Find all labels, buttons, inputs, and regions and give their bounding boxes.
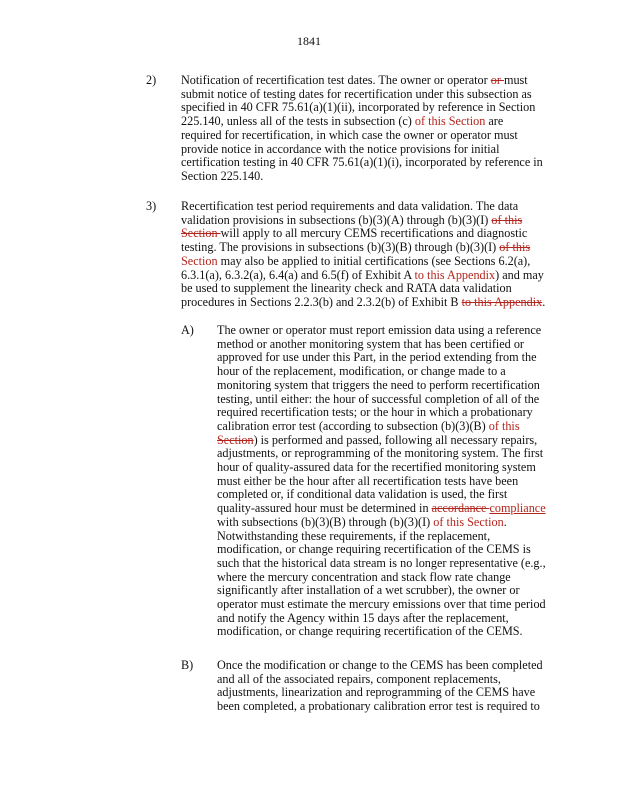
text-line: Section 225.140. xyxy=(181,168,264,183)
text-line: submit notice of testing dates for recertification under this subsection as xyxy=(181,86,532,101)
text-line: testing. The provisions in subsections (b)(3)(B) through (b)(3)(I) of this xyxy=(181,240,531,255)
text-line: Once the modification or change to the CEMS has been completed xyxy=(217,658,543,672)
text-line: Recertification test period requirements and data validation. The data xyxy=(181,199,519,213)
text-line: modification, or change requiring recertification of the CEMS is xyxy=(217,542,531,557)
deleted-text: of this xyxy=(499,240,531,255)
text-line: specified in 40 CFR 75.61(a)(1)(ii), incorporated by reference in Section xyxy=(181,100,536,115)
text-line: monitoring system that triggers the need to perform recertification xyxy=(217,377,540,392)
text-line: calibration error test (according to subsection (b)(3)(B) of this xyxy=(217,418,520,433)
text-line: must either be the hour after all recertification tests have been xyxy=(217,473,519,488)
text-line: certification testing in 40 CFR 75.61(a)(1)(i), incorporated by reference in xyxy=(181,155,543,170)
text-line: Section may also be applied to initial certifications (see Sections 6.2(a), xyxy=(181,253,531,268)
deleted-text: to this Appendix xyxy=(461,294,543,309)
text-line: operator must estimate the mercury emissions over that time period xyxy=(217,597,546,612)
paragraph-b-probationary-test xyxy=(217,659,543,714)
text-line: required recertification tests; or the hour in which a probationary xyxy=(217,405,533,420)
inserted-text: of this xyxy=(488,418,520,433)
inserted-text: of this Section xyxy=(414,114,486,129)
deleted-text: accordance xyxy=(431,501,490,516)
text-line: validation provisions in subsections (b)(3)(A) through (b)(3)(I) of this xyxy=(181,212,523,227)
item-number-a: A) xyxy=(181,323,194,337)
deleted-text: or xyxy=(490,73,504,87)
text-line: and all of the associated repairs, component replacements, xyxy=(217,671,501,686)
item-number-b: B) xyxy=(181,658,194,672)
text-line: with subsections (b)(3)(B) through (b)(3)(I) of this Section. xyxy=(217,514,507,529)
paragraph-3-recertification-period xyxy=(181,200,545,310)
text-line: Notification of recertification test dates. The owner or operator or must xyxy=(181,73,528,87)
text-line: significantly after installation of a wet scrubber), the owner or xyxy=(217,583,520,598)
text-line: approved for use under this Part, in the period extending from the xyxy=(217,350,537,365)
text-line: be used to supplement the linearity check and RATA data validation xyxy=(181,281,512,296)
deleted-text: of this xyxy=(491,212,523,227)
paragraph-2-notification xyxy=(181,74,543,184)
text-line: Notwithstanding these requirements, if the replacement, xyxy=(217,528,491,543)
text-line: 225.140, unless all of the tests in subsection (c) of this Section are xyxy=(181,114,504,129)
page-number: 1841 xyxy=(297,34,321,48)
deleted-text: Section xyxy=(217,432,254,447)
text-line: adjustments, linearization and reprogramming of the CEMS have xyxy=(217,685,536,700)
text-line: such that the historical data stream is no longer representative (e.g., xyxy=(217,555,546,570)
inserted-text: Section xyxy=(181,253,218,268)
text-line: testing, until either: the hour of successful completion of all of the xyxy=(217,391,540,406)
item-number-2: 2) xyxy=(146,73,157,87)
inserted-text: to this Appendix xyxy=(414,267,496,282)
text-line: modification, or change requiring recertification of the CEMS. xyxy=(217,624,523,639)
text-line: The owner or operator must report emission data using a reference xyxy=(217,323,542,337)
text-line: hour of quality-assured data for the recertified monitoring system xyxy=(217,460,536,475)
text-line: method or another monitoring system that has been certified or xyxy=(217,336,524,351)
inserted-text: of this Section xyxy=(433,514,504,529)
deleted-text: Section xyxy=(181,226,221,241)
text-line: procedures in Sections 2.2.3(b) and 2.3.2(b) of Exhibit B to this Appendix. xyxy=(181,294,546,309)
text-line: 6.3.1(a), 6.3.2(a), 6.4(a) and 6.5(f) of Exhibit A to this Appendix) and may xyxy=(181,267,544,282)
item-number-3: 3) xyxy=(146,199,157,213)
text-line: Section will apply to all mercury CEMS recertifications and diagnostic xyxy=(181,226,528,241)
inserted-text: compliance xyxy=(489,501,546,516)
text-line: hour of the replacement, modification, or change made to a xyxy=(217,364,506,379)
text-line: been completed, a probationary calibration error test is required to xyxy=(217,699,540,714)
text-line: required for recertification, in which case the owner or operator must xyxy=(181,127,518,142)
text-line: Section) is performed and passed, following all necessary repairs, xyxy=(217,432,538,447)
text-line: adjustments, or reprogramming of the monitoring system. The first xyxy=(217,446,544,461)
text-line: quality-assured hour must be determined in accordance compliance xyxy=(217,501,546,516)
text-line: where the mercury concentration and stack flow rate change xyxy=(217,569,511,584)
text-line: provide notice in accordance with the notice provisions for initial xyxy=(181,141,500,156)
text-line: and notify the Agency within 15 days after the replacement, xyxy=(217,610,509,625)
text-line: completed or, if conditional data validation is used, the first xyxy=(217,487,508,502)
paragraph-a-reporting-emission-data xyxy=(217,324,546,639)
